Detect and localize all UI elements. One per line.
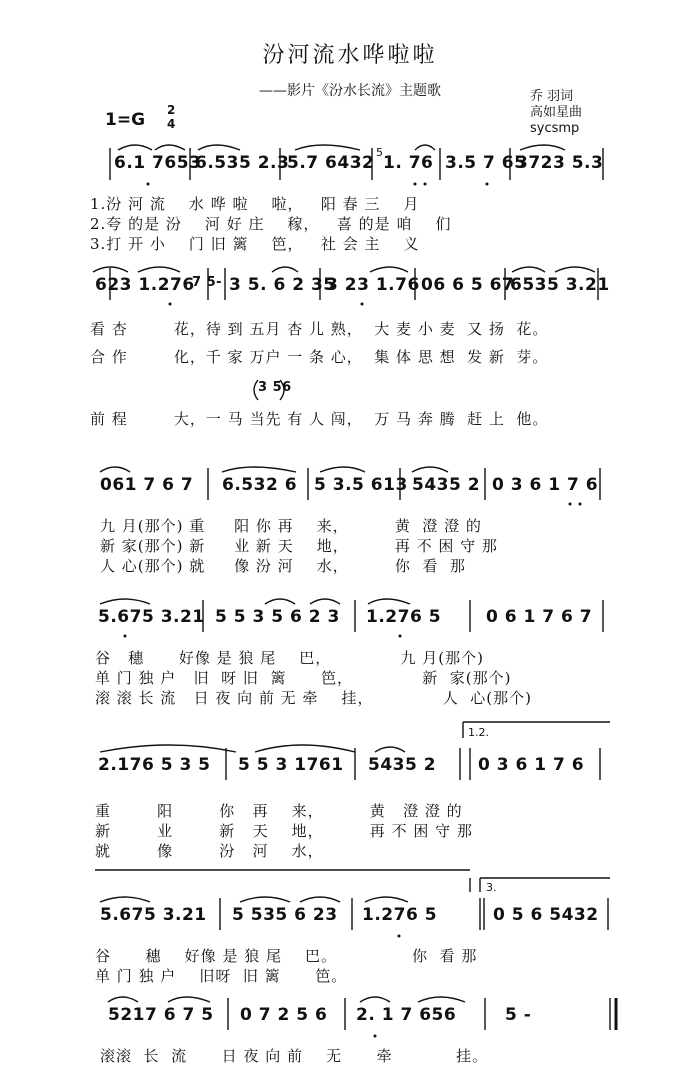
lyricist-credit: 乔 羽词	[530, 89, 574, 104]
notes-measure: 5.7 6432	[287, 153, 375, 173]
notes-measure: 061 7 6 7	[100, 475, 194, 495]
notes-measure: 5 5 3 5 6 2 3	[215, 607, 340, 627]
notes-measure: 06 6 5 67	[421, 275, 515, 295]
lyric-line: 滚 滚 长 流 日 夜 向 前 无 牵 挂， 人 心(那个)	[95, 689, 532, 707]
lyric-line: 单 门 独 户 旧呀 旧 篱 笆。	[95, 967, 348, 985]
lyric-line: 新 家(那个) 新 业 新 天 地， 再 不 困 守 那	[100, 537, 498, 555]
lyric-line: 谷 穗 好像 是 狼 尾 巴， 九 月(那个)	[95, 649, 484, 667]
notes-measure: 1.276 5	[366, 607, 442, 627]
notes-measure: 0 3 6 1 7 6	[492, 475, 599, 495]
notes-measure: 5217 6 7 5	[108, 1005, 214, 1025]
lyric-line: 2.夸 的是 汾 河 好 庄 稼， 喜 的是 咱 们	[90, 215, 452, 233]
notes-measure: 5435 2	[368, 755, 437, 775]
key-signature: 1=G	[105, 110, 146, 130]
notes-measure: 5.675 3.21	[98, 607, 205, 627]
lyric-line: 人 心(那个) 就 像 汾 河 水， 你 看 那	[100, 557, 466, 575]
notes-measure: 1.276 5	[362, 905, 438, 925]
notes-measure: 3723 5.3	[516, 153, 604, 173]
lyric-line: 单 门 独 户 旧 呀 旧 篱 笆， 新 家(那个)	[95, 669, 512, 687]
grace-note: 5	[376, 146, 383, 159]
notes-measure: 5 3.5 613	[314, 475, 408, 495]
notes-measure: 0 6 1 7 6 7	[486, 607, 593, 627]
song-title: 汾河流水哗啦啦	[262, 43, 438, 68]
lyric-line: 九 月(那个) 重 阳 你 再 来， 黄 澄 澄 的	[100, 517, 482, 535]
notes-measure: 5 535 6 23	[232, 905, 338, 925]
notes-measure: 1. 76	[383, 153, 434, 173]
composer-credit: 高如星曲	[530, 105, 583, 120]
lyric-line: 前 程 大，一 马 当先 有 人 闯， 万 马 奔 腾 赶 上 他。	[90, 410, 549, 428]
ornament-notes: 3 56	[258, 380, 292, 395]
notes-measure: 0 7 2 5 6	[240, 1005, 328, 1025]
notes-measure: 6.535 2.3	[195, 153, 290, 173]
lyric-line: 新 业 新 天 地， 再 不 困 守 那	[95, 822, 473, 840]
notes-measure: 7 5-	[192, 275, 223, 290]
notes-measure: 5 5 3 1761	[238, 755, 344, 775]
lyric-line: 合 作 化，千 家 万户 一 条 心， 集 体 思 想 发 新 芽。	[90, 348, 549, 366]
time-signature-numerator: 2	[167, 103, 176, 117]
uploader-credit: sycsmp	[530, 121, 580, 136]
lyric-line: 谷 穗 好像 是 狼 尾 巴。 你 看 那	[95, 947, 478, 965]
notes-measure: 0 3 6 1 7 6	[478, 755, 585, 775]
notes-measure: 0 5 6 5432	[493, 905, 599, 925]
time-signature-denominator: 4	[167, 117, 176, 131]
notes-measure: 6535 3.21	[510, 275, 610, 295]
lyric-line: 1.汾 河 流 水 哗 啦 啦， 阳 春 三 月	[90, 195, 420, 213]
notes-measure: 6.532 6	[222, 475, 298, 495]
notes-measure: 5.675 3.21	[100, 905, 207, 925]
lyric-line: 重 阳 你 再 来， 黄 澄 澄 的	[95, 802, 463, 820]
notes-measure: 5435 2	[412, 475, 481, 495]
lyric-line: 看 杏 花，待 到 五月 杏 儿 熟， 大 麦 小 麦 又 扬 花。	[90, 320, 549, 338]
notes-measure: 6.1 7653	[114, 153, 202, 173]
lyric-line: 就 像 汾 河 水，	[95, 842, 324, 860]
notes-measure: 3 5. 6 2 35	[229, 275, 336, 295]
song-subtitle: ——影片《汾水长流》主题歌	[259, 83, 441, 99]
notes-measure: 5 -	[505, 1005, 532, 1025]
lyric-line: 3.打 开 小 门 旧 篱 笆， 社 会 主 义	[90, 235, 420, 253]
volta-first-label: 1.2.	[468, 726, 489, 739]
volta-third-label: 3.	[486, 881, 497, 894]
lyric-line: 滚滚 长 流 日 夜 向 前 无 牵 挂。	[100, 1047, 489, 1065]
notes-measure: 2.176 5 3 5	[98, 755, 211, 775]
notes-measure: 623 1.276	[95, 275, 195, 295]
notes-measure: 3.5 7 65	[445, 153, 527, 173]
notes-measure: 2. 1 7 656	[356, 1005, 457, 1025]
notes-measure: 3 23 1.76	[326, 275, 420, 295]
